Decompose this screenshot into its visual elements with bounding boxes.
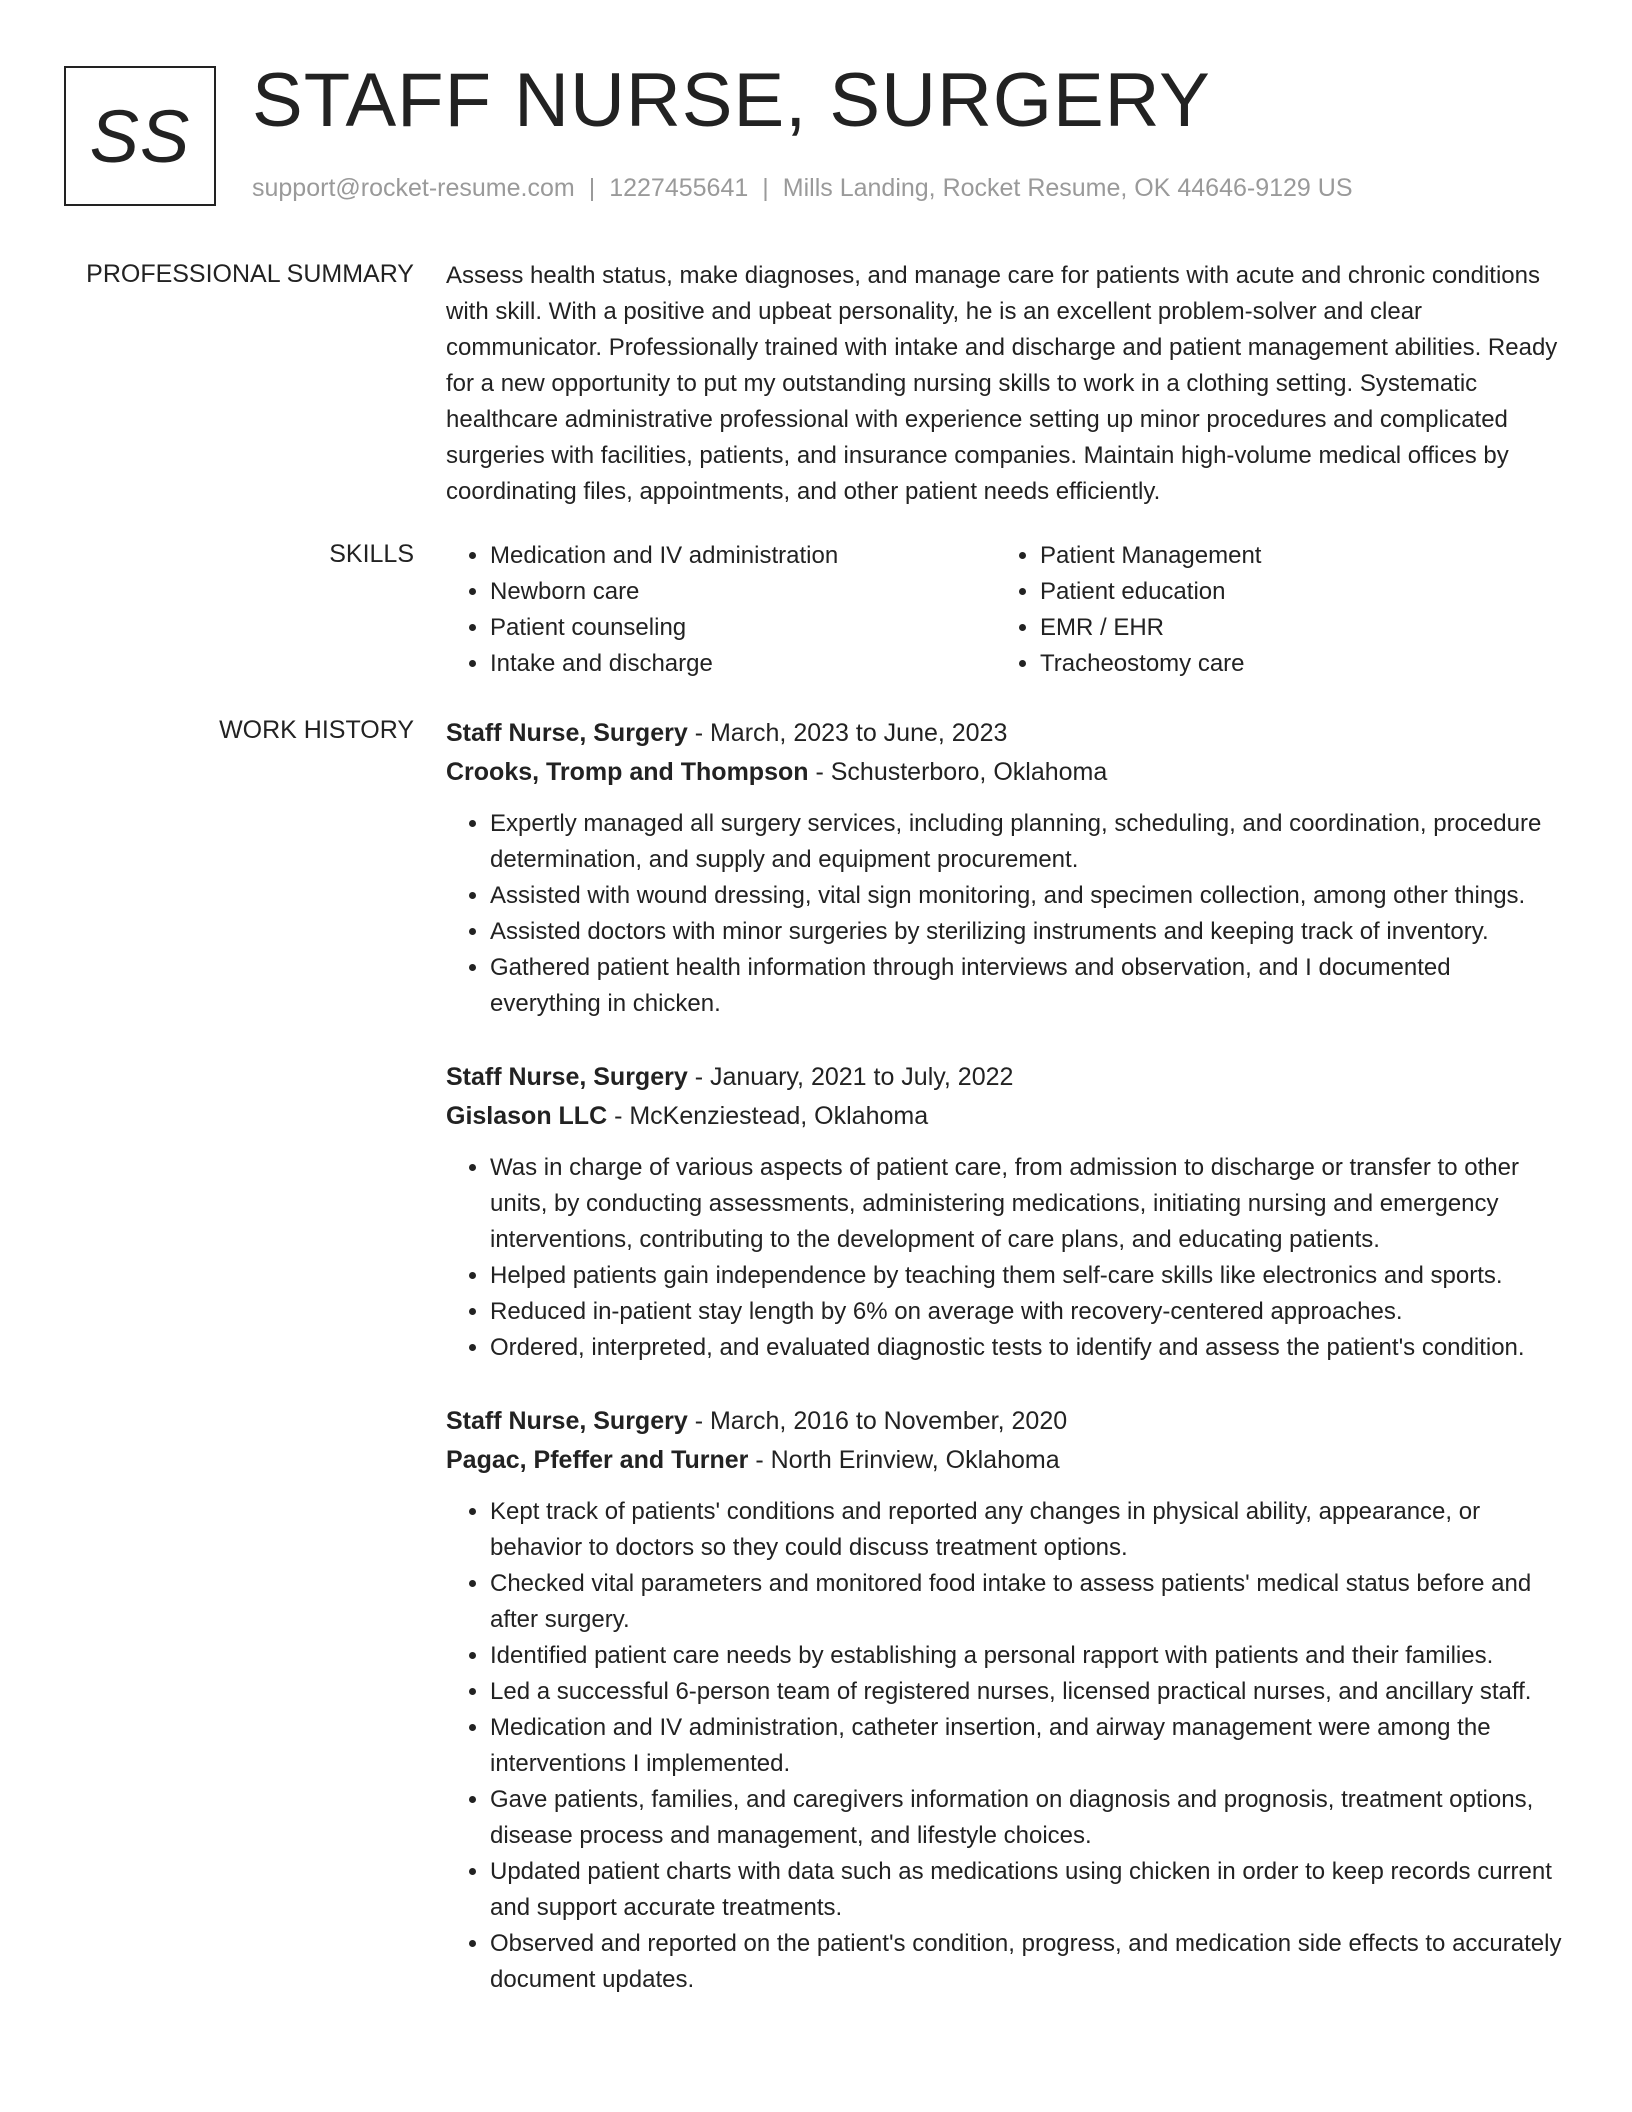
skill-item: • EMR / EHR xyxy=(1040,610,1546,646)
job-dash: - xyxy=(808,758,831,786)
job-bullet: • Assisted doctors with minor surgeries by sterilizing instruments and keeping track of inventory. xyxy=(490,914,1566,950)
job-dash: - xyxy=(687,1063,710,1091)
skills-column-2 xyxy=(996,538,1546,682)
job-bullet: • Assisted with wound dressing, vital sign monitoring, and specimen collection, among other things. xyxy=(490,878,1566,914)
job-bullet: • Kept track of patients' conditions and reported any changes in physical ability, appearance, or behavior to doctors so they could discuss treatment options. xyxy=(490,1494,1566,1566)
skills-label: SKILLS xyxy=(329,540,414,568)
job-dash: - xyxy=(687,1407,710,1435)
job-dash: - xyxy=(687,719,710,747)
job-bullet: • Gathered patient health information through interviews and observation, and I documented everything in chicken. xyxy=(490,950,1566,1022)
job-dates: January, 2021 to July, 2022 xyxy=(709,1063,1014,1091)
skills-body xyxy=(446,538,1566,682)
skill-item: • Tracheostomy care xyxy=(1040,646,1546,682)
job-dash: - xyxy=(748,1446,771,1474)
skill-item: • Patient Management xyxy=(1040,538,1546,574)
job-bullet: • Was in charge of various aspects of patient care, from admission to discharge or transfer to other units, by conducting assessments, administering medications, initiating nursing and emergency interventions, contributing to the development of care plans, and educating patients. xyxy=(490,1150,1566,1258)
job-bullet: • Updated patient charts with data such as medications using chicken in order to keep records current and support accurate treatments. xyxy=(490,1854,1566,1926)
contact-email[interactable]: support@rocket-resume.com xyxy=(252,174,575,202)
job-title-line xyxy=(446,714,1566,753)
job-company: Gislason LLC xyxy=(446,1102,608,1130)
contact-address: Mills Landing, Rocket Resume, OK 44646-9129 US xyxy=(782,174,1353,202)
job-bullet: • Ordered, interpreted, and evaluated diagnostic tests to identify and assess the patient's condition. xyxy=(490,1330,1566,1366)
job-bullets xyxy=(446,1150,1566,1366)
job-company-line xyxy=(446,753,1566,792)
skills-grid xyxy=(446,538,1566,682)
job-title-line xyxy=(446,1058,1566,1097)
job-entry xyxy=(446,1058,1566,1366)
job-bullet: • Observed and reported on the patient's condition, progress, and medication side effects to accurately document updates. xyxy=(490,1926,1566,1998)
job-bullets xyxy=(446,806,1566,1022)
job-bullet: • Led a successful 6-person team of registered nurses, licensed practical nurses, and ancillary staff. xyxy=(490,1674,1566,1710)
skills-column-1 xyxy=(446,538,996,682)
skill-item: • Medication and IV administration xyxy=(490,538,996,574)
job-title: Staff Nurse, Surgery xyxy=(446,719,688,747)
work-history-label: WORK HISTORY xyxy=(219,716,414,744)
job-dates: March, 2023 to June, 2023 xyxy=(709,719,1008,747)
summary-label: PROFESSIONAL SUMMARY xyxy=(86,260,414,288)
job-entry xyxy=(446,1402,1566,1998)
contact-phone[interactable]: 1227455641 xyxy=(609,174,749,202)
skill-item: • Intake and discharge xyxy=(490,646,996,682)
skill-item: • Patient education xyxy=(1040,574,1546,610)
job-company: Pagac, Pfeffer and Turner xyxy=(446,1446,749,1474)
job-location: Schusterboro, Oklahoma xyxy=(830,758,1108,786)
work-history-body xyxy=(446,714,1566,2034)
monogram-initials: SS xyxy=(89,94,191,178)
job-bullet: • Gave patients, families, and caregivers information on diagnosis and prognosis, treatment options, disease process and management, and lifestyle choices. xyxy=(490,1782,1566,1854)
resume-name: STAFF NURSE, SURGERY xyxy=(252,58,1211,143)
job-location: North Erinview, Oklahoma xyxy=(770,1446,1060,1474)
job-bullet: • Reduced in-patient stay length by 6% on average with recovery-centered approaches. xyxy=(490,1294,1566,1330)
job-title-line xyxy=(446,1402,1566,1441)
job-company: Crooks, Tromp and Thompson xyxy=(446,758,809,786)
job-location: McKenziestead, Oklahoma xyxy=(629,1102,929,1130)
job-bullet: • Expertly managed all surgery services, including planning, scheduling, and coordination, procedure determination, and supply and equipment procurement. xyxy=(490,806,1566,878)
job-title: Staff Nurse, Surgery xyxy=(446,1407,688,1435)
job-bullets xyxy=(446,1494,1566,1998)
contact-line xyxy=(252,174,1353,203)
job-bullet: • Checked vital parameters and monitored food intake to assess patients' medical status before and after surgery. xyxy=(490,1566,1566,1638)
job-dash: - xyxy=(607,1102,630,1130)
job-entry xyxy=(446,714,1566,1022)
skill-item: • Newborn care xyxy=(490,574,996,610)
job-bullet: • Medication and IV administration, catheter insertion, and airway management were among the interventions I implemented. xyxy=(490,1710,1566,1782)
monogram-box xyxy=(64,66,216,206)
job-bullet: • Helped patients gain independence by teaching them self-care skills like electronics and sports. xyxy=(490,1258,1566,1294)
summary-body xyxy=(446,258,1566,510)
skill-item: • Patient counseling xyxy=(490,610,996,646)
job-bullet: • Identified patient care needs by establishing a personal rapport with patients and their families. xyxy=(490,1638,1566,1674)
job-company-line xyxy=(446,1441,1566,1480)
summary-text: Assess health status, make diagnoses, and manage care for patients with acute and chronic conditions with skill. With a positive and upbeat personality, he is an excellent problem-solver and clear communicator. Professionally trained with intake and discharge and patient management abilities. Ready for a new opportunity to put my outstanding nursing skills to work in a clothing setting. Systematic healthcare administrative professional with experience setting up minor procedures and complicated surgeries with facilities, patients, and insurance companies. Maintain high-volume medical offices by coordinating files, appointments, and other patient needs efficiently. xyxy=(446,262,1558,505)
job-dates: March, 2016 to November, 2020 xyxy=(709,1407,1068,1435)
job-company-line xyxy=(446,1097,1566,1136)
job-title: Staff Nurse, Surgery xyxy=(446,1063,688,1091)
contact-separator: | xyxy=(762,174,769,202)
contact-separator: | xyxy=(588,174,596,202)
